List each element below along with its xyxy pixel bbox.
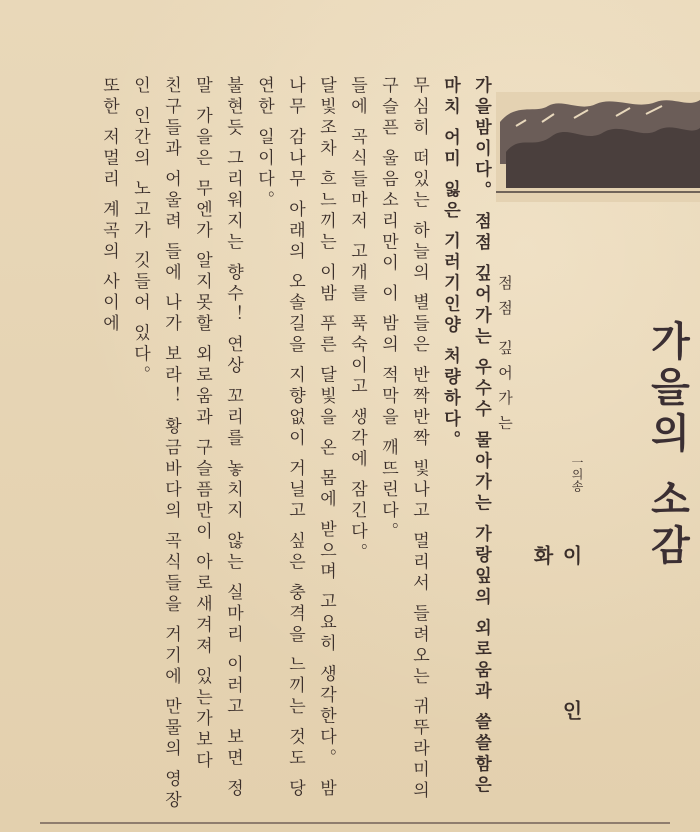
paragraph: 달빛조차 흐느끼는 이밤 푸른 달빛을 온 몸에 받으며 고요히 생각한다。 밤나무 감나무 아래의 오솔길을 지향없이 거닐고 싶은 충격을 느끼는 것도 당연한 일이다。 bbox=[254, 76, 336, 801]
paragraph: 친구들과 어울려 들에 나가 보라！ 황금바다의 곡식들을 거기에 만물의 영장인 인간의 노고가 깃들어 있다。 bbox=[130, 76, 181, 812]
landscape-illustration bbox=[496, 92, 700, 202]
article-body bbox=[20, 76, 496, 820]
paragraph: 들에 곡식들마저 고개를 푹숙이고 생각에 잠긴다。 bbox=[347, 76, 367, 565]
author-tag: 一의송 bbox=[570, 456, 584, 492]
article-subtitle: 점점 깊어가는 bbox=[496, 275, 514, 440]
article-title: 가을의 소감 bbox=[644, 320, 690, 570]
paragraph: 무심히 떠있는 하늘의 별들은 반짝반짝 빛나고 멀리서 들려오는 귀뚜라미의 구슬픈 울음소리만이 이 밤의 적막을 깨뜨린다。 bbox=[378, 76, 429, 803]
bottom-rule bbox=[40, 822, 670, 824]
paragraph: 또한 저멀리 계곡의 사이에 bbox=[99, 76, 119, 336]
author-name: 이 인 화 bbox=[530, 545, 583, 784]
paragraph: 불현듯 그리워지는 향수！ 연상 꼬리를 놓치지 않는 실마리 이러고 보면 정말 가을은 무엔가 알지못할 외로움과 구슬픔만이 아로새겨져 있는가보다 bbox=[192, 76, 243, 801]
paragraph: 가을밤이다。 점점 깊어가는 우수수 물아가는 가랑잎의 외로움과 쓸쓸함은 마치 어미 잃은 기러기인양 처량하다。 bbox=[440, 76, 491, 797]
